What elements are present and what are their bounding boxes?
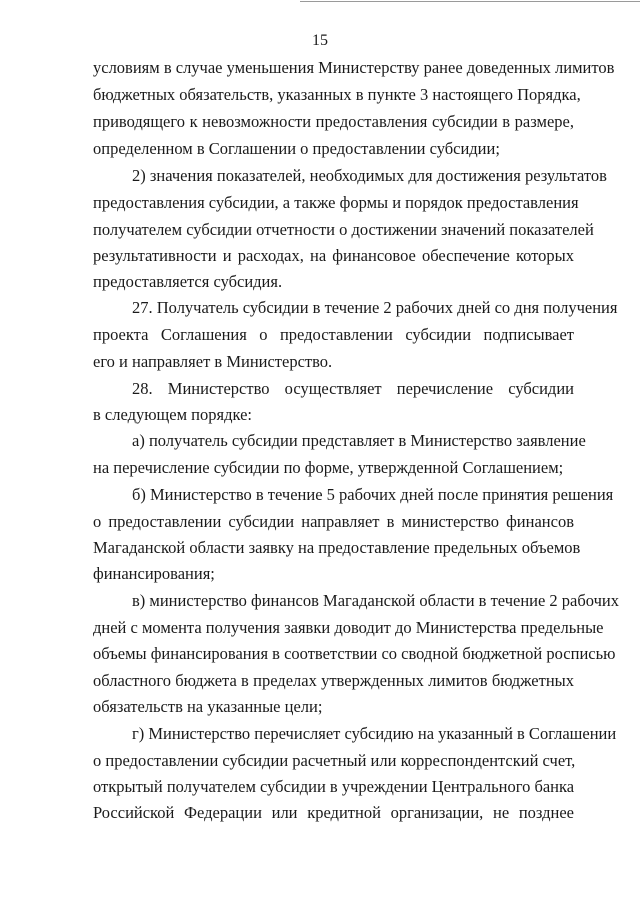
text-line: о предоставлении субсидии расчетный или корреспондентский счет, [93,751,576,770]
text-line: объемы финансирования в соответствии со сводной бюджетной росписью [93,644,616,663]
text-line: 27. Получатель субсидии в течение 2 рабочих дней со дня получения [132,298,618,317]
text-line: предоставляется субсидия. [93,272,283,291]
text-line: получателем субсидии отчетности о достижении значений показателей [93,220,594,239]
text-line: в следующем порядке: [93,405,252,424]
text-line: г) Министерство перечисляет субсидию на указанный в Соглашении [132,724,617,743]
text-line: 2) значения показателей, необходимых для достижения результатов [132,166,607,185]
text-line: на перечисление субсидии по форме, утвержденной Соглашением; [93,458,564,477]
text-line: проекта Соглашения о предоставлении субсидии подписывает [93,325,574,344]
text-line: бюджетных обязательств, указанных в пункте 3 настоящего Порядка, [93,85,581,104]
text-line: его и направляет в Министерство. [93,352,333,371]
text-line: приводящего к невозможности предоставления субсидии в размере, [93,112,574,131]
text-line: а) получатель субсидии представляет в Министерство заявление [132,431,586,450]
text-line: открытый получателем субсидии в учреждении Центрального банка [93,777,575,796]
text-line: предоставления субсидии, а также формы и порядок предоставления [93,193,579,212]
text-line: финансирования; [93,564,215,583]
text-line: о предоставлении субсидии направляет в министерство финансов [93,512,574,531]
text-line: Магаданской области заявку на предоставление предельных объемов [93,538,581,557]
scan-edge-line [300,1,640,2]
text-line: б) Министерство в течение 5 рабочих дней после принятия решения [132,485,614,504]
text-line: областного бюджета в пределах утвержденных лимитов бюджетных [93,671,574,690]
text-line: 28. Министерство осуществляет перечисление субсидии [132,379,574,398]
text-line: обязательств на указанные цели; [93,697,323,716]
text-line: в) министерство финансов Магаданской области в течение 2 рабочих [132,591,619,610]
text-line: определенном в Соглашении о предоставлении субсидии; [93,139,500,158]
page-number: 15 [312,32,328,49]
text-line: Российской Федерации или кредитной организации, не позднее [93,803,574,822]
text-line: условиям в случае уменьшения Министерству ранее доведенных лимитов [93,58,615,77]
text-line: дней с момента получения заявки доводит до Министерства предельные [93,618,604,637]
text-line: результативности и расходах, на финансовое обеспечение которых [93,246,574,265]
